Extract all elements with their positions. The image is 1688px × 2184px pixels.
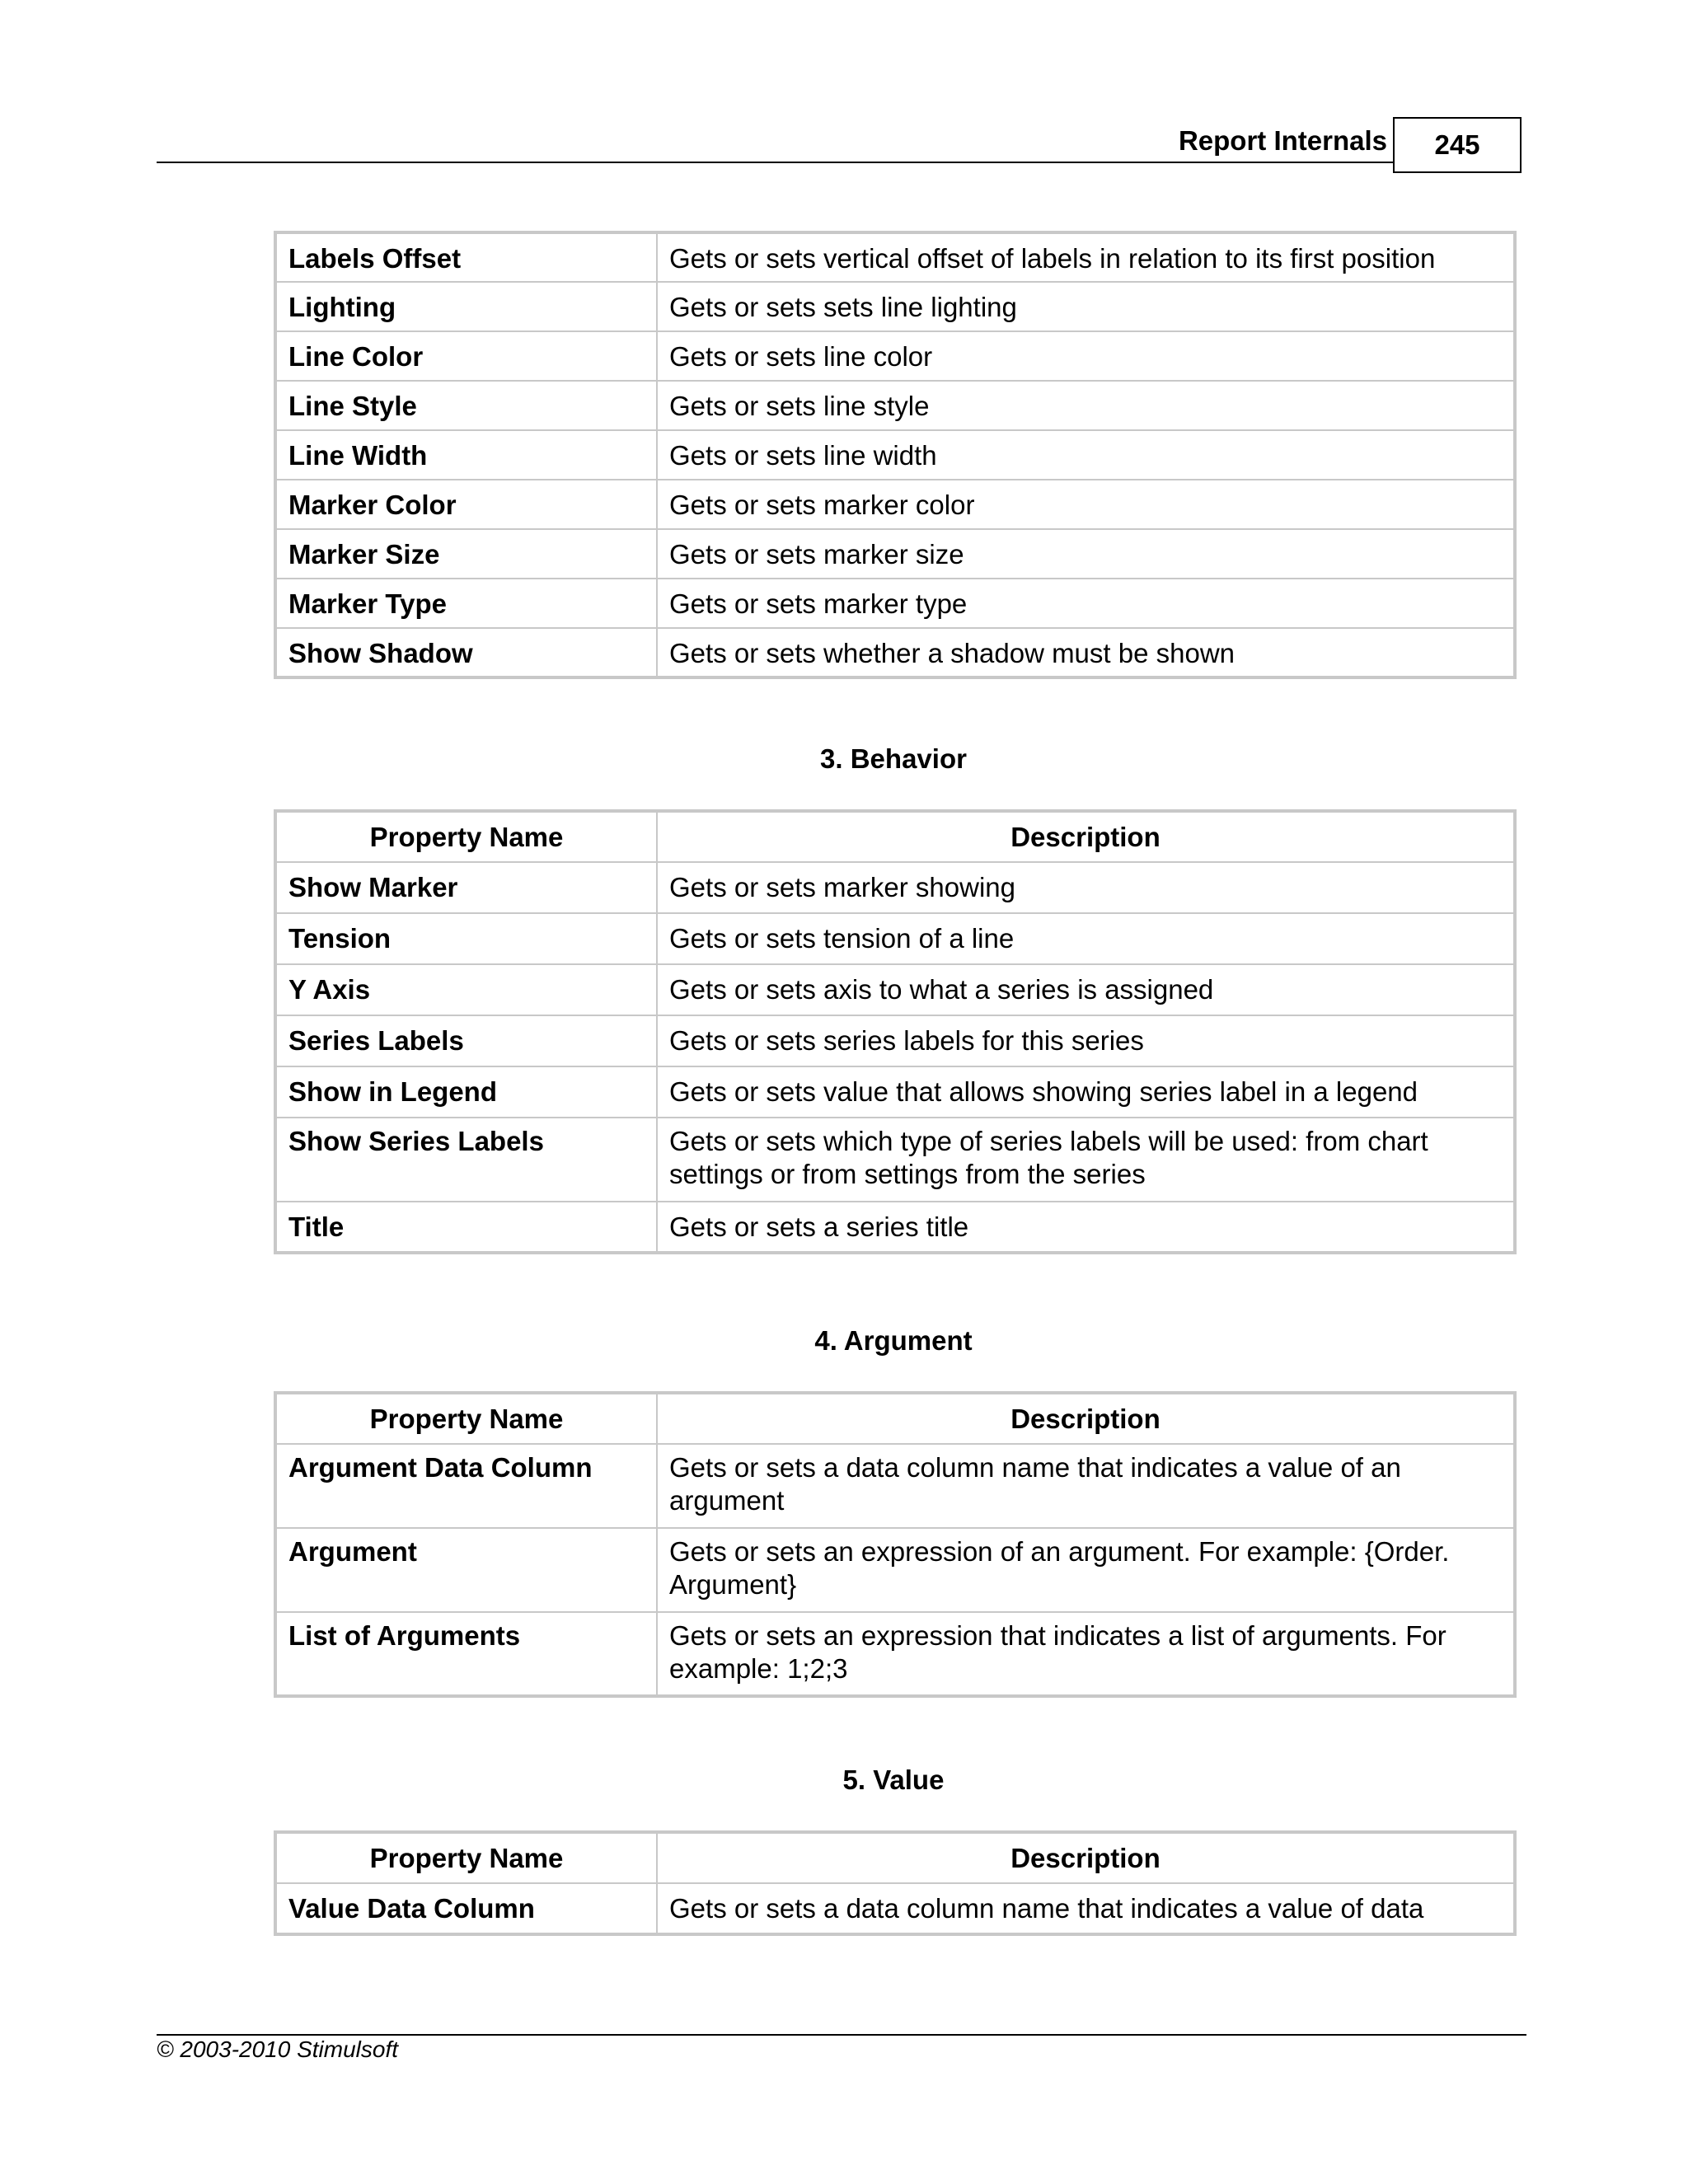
- section-title-behavior: 3. Behavior: [820, 743, 967, 774]
- property-description-cell: Gets or sets whether a shadow must be shown: [657, 628, 1515, 677]
- table-row: [275, 1883, 1515, 1934]
- table-row: [275, 282, 1515, 331]
- table-row: [275, 579, 1515, 628]
- property-name-cell: Marker Type: [275, 579, 657, 628]
- property-name-cell: Marker Color: [275, 480, 657, 529]
- property-description-cell: Gets or sets marker showing: [657, 862, 1515, 913]
- column-header-description: Description: [657, 1393, 1515, 1444]
- property-description-cell: Gets or sets marker size: [657, 529, 1515, 579]
- column-header-property-name: Property Name: [275, 1832, 657, 1883]
- column-header-property-name: Property Name: [275, 1393, 657, 1444]
- property-name-cell: Line Color: [275, 331, 657, 381]
- property-description-cell: Gets or sets a data column name that indicates a value of data: [657, 1883, 1515, 1934]
- property-description-cell: Gets or sets line color: [657, 331, 1515, 381]
- header-rule: [157, 162, 1393, 163]
- table-row: [275, 1066, 1515, 1118]
- property-description-cell: Gets or sets which type of series labels will be used: from chart settings or from settings from the series: [657, 1118, 1515, 1202]
- property-name-cell: Show Shadow: [275, 628, 657, 677]
- property-name-cell: Show Marker: [275, 862, 657, 913]
- property-name-cell: Lighting: [275, 282, 657, 331]
- footer-copyright: © 2003-2010 Stimulsoft: [157, 2036, 399, 2062]
- property-description-cell: Gets or sets series labels for this series: [657, 1015, 1515, 1066]
- property-name-cell: Argument: [275, 1528, 657, 1612]
- table-row: [275, 381, 1515, 430]
- property-name-cell: Tension: [275, 913, 657, 964]
- property-name-cell: Argument Data Column: [275, 1444, 657, 1528]
- footer-rule: [157, 2034, 1526, 2036]
- property-name-cell: Title: [275, 1202, 657, 1253]
- properties-table-argument: [274, 1391, 1517, 1698]
- column-header-property-name: Property Name: [275, 811, 657, 862]
- properties-table-continued: [274, 231, 1517, 679]
- table-row: [275, 1528, 1515, 1612]
- table-row: [275, 628, 1515, 677]
- table-header-row: [275, 1393, 1515, 1444]
- table-row: [275, 529, 1515, 579]
- property-description-cell: Gets or sets a data column name that indicates a value of an argument: [657, 1444, 1515, 1528]
- property-name-cell: Line Style: [275, 381, 657, 430]
- table-header-row: [275, 811, 1515, 862]
- table-header-row: [275, 1832, 1515, 1883]
- property-name-cell: Marker Size: [275, 529, 657, 579]
- property-description-cell: Gets or sets an expression of an argument. For example: {Order. Argument}: [657, 1528, 1515, 1612]
- table-row: [275, 331, 1515, 381]
- page-number: 245: [1393, 117, 1522, 173]
- running-header-title: Report Internals: [1178, 125, 1387, 156]
- table-row: [275, 430, 1515, 480]
- column-header-description: Description: [657, 1832, 1515, 1883]
- property-name-cell: Show Series Labels: [275, 1118, 657, 1202]
- property-description-cell: Gets or sets axis to what a series is assigned: [657, 964, 1515, 1015]
- property-name-cell: List of Arguments: [275, 1612, 657, 1696]
- property-description-cell: Gets or sets line width: [657, 430, 1515, 480]
- properties-table-value: [274, 1830, 1517, 1936]
- table-row: [275, 1612, 1515, 1696]
- property-description-cell: Gets or sets tension of a line: [657, 913, 1515, 964]
- table-row: [275, 1015, 1515, 1066]
- table-row: [275, 862, 1515, 913]
- property-description-cell: Gets or sets vertical offset of labels in relation to its first position: [657, 232, 1515, 282]
- section-title-value: 5. Value: [842, 1765, 945, 1795]
- table-row: [275, 913, 1515, 964]
- property-name-cell: Labels Offset: [275, 232, 657, 282]
- table-row: [275, 964, 1515, 1015]
- property-description-cell: Gets or sets line style: [657, 381, 1515, 430]
- table-row: [275, 232, 1515, 282]
- property-name-cell: Value Data Column: [275, 1883, 657, 1934]
- table-row: [275, 1118, 1515, 1202]
- property-name-cell: Series Labels: [275, 1015, 657, 1066]
- column-header-description: Description: [657, 811, 1515, 862]
- property-description-cell: Gets or sets value that allows showing series label in a legend: [657, 1066, 1515, 1118]
- property-description-cell: Gets or sets marker type: [657, 579, 1515, 628]
- property-name-cell: Line Width: [275, 430, 657, 480]
- table-row: [275, 480, 1515, 529]
- property-description-cell: Gets or sets marker color: [657, 480, 1515, 529]
- property-description-cell: Gets or sets an expression that indicates a list of arguments. For example: 1;2;3: [657, 1612, 1515, 1696]
- table-row: [275, 1444, 1515, 1528]
- properties-table-behavior: [274, 809, 1517, 1254]
- table-row: [275, 1202, 1515, 1253]
- property-description-cell: Gets or sets a series title: [657, 1202, 1515, 1253]
- property-name-cell: Show in Legend: [275, 1066, 657, 1118]
- section-title-argument: 4. Argument: [814, 1325, 973, 1356]
- property-description-cell: Gets or sets sets line lighting: [657, 282, 1515, 331]
- property-name-cell: Y Axis: [275, 964, 657, 1015]
